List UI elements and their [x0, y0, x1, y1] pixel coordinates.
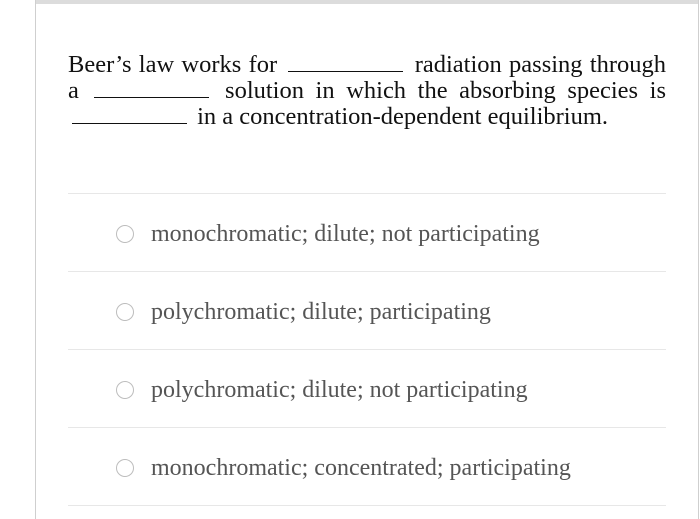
radio-button[interactable] [116, 303, 134, 321]
blank-2 [94, 79, 209, 98]
answer-option-label: polychromatic; dilute; participating [151, 298, 491, 325]
answer-option-4[interactable] [116, 453, 571, 483]
blank-3 [72, 105, 187, 124]
question-text [68, 52, 666, 130]
question-card [35, 0, 699, 519]
divider [68, 193, 666, 194]
blank-1 [288, 53, 403, 72]
radio-button[interactable] [116, 381, 134, 399]
top-divider [36, 0, 698, 4]
divider [68, 271, 666, 272]
answer-option-label: monochromatic; dilute; not participating [151, 220, 540, 247]
question-part-4: in a concentration-dependent equilibrium. [197, 103, 609, 130]
answer-option-label: polychromatic; dilute; not participating [151, 376, 528, 403]
answer-option-2[interactable] [116, 297, 491, 327]
divider [68, 427, 666, 428]
answer-option-3[interactable] [116, 375, 528, 405]
radio-button[interactable] [116, 459, 134, 477]
question-part-1: Beer’s law works for [68, 51, 278, 78]
divider [68, 505, 666, 506]
radio-button[interactable] [116, 225, 134, 243]
answer-option-label: monochromatic; concentrated; participating [151, 454, 571, 481]
answer-option-1[interactable] [116, 219, 540, 249]
divider [68, 349, 666, 350]
question-part-3: solution in which the absorbing species is [225, 77, 666, 104]
question-part-2: radiation passing through a [68, 51, 667, 104]
